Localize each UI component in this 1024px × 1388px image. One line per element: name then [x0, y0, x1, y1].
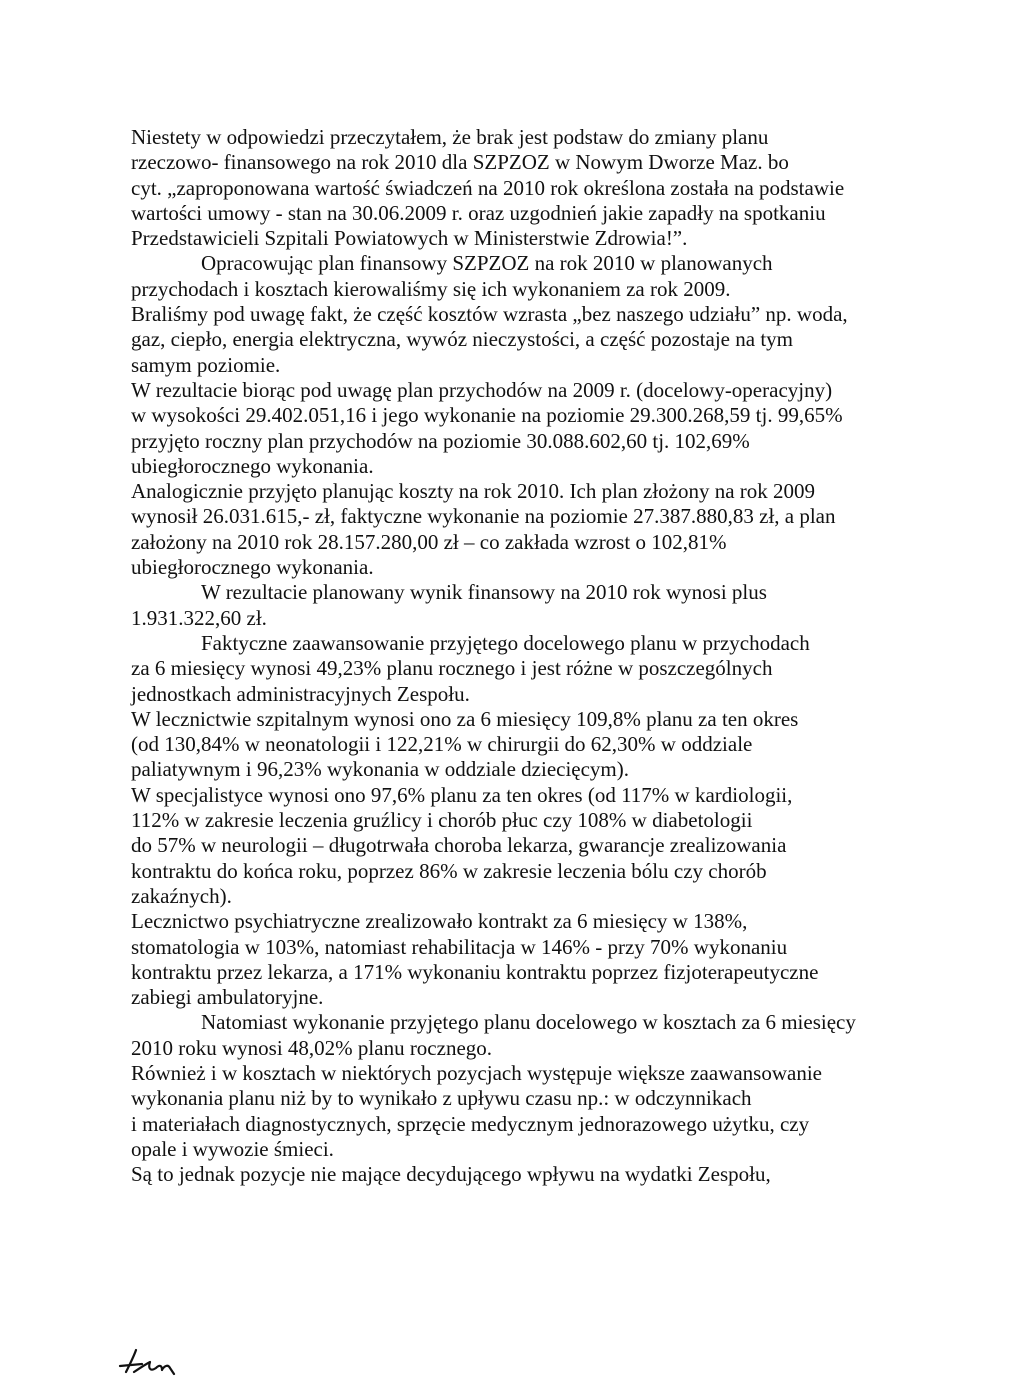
text-line: w wysokości 29.402.051,16 i jego wykonanie na poziomie 29.300.268,59 tj. 99,65%	[131, 403, 843, 428]
text-line: W rezultacie biorąc pod uwagę plan przychodów na 2009 r. (docelowy-operacyjny)	[131, 377, 833, 402]
text-line: do 57% w neurologii – długotrwała choroba lekarza, gwarancje zrealizowania	[131, 833, 787, 858]
text-line: rzeczowo- finansowego na rok 2010 dla SZPZOZ w Nowym Dworze Maz. bo	[131, 150, 789, 175]
text-line: 1.931.322,60 zł.	[131, 605, 267, 630]
text-line: wykonania planu niż by to wynikało z upływu czasu np.: w odczynnikach	[131, 1086, 752, 1111]
text-line: kontraktu przez lekarza, a 171% wykonaniu kontraktu poprzez fizjoterapeutyczne	[131, 959, 819, 984]
text-line: paliatywnym i 96,23% wykonania w oddziale dziecięcym).	[131, 757, 630, 782]
text-line: jednostkach administracyjnych Zespołu.	[131, 681, 470, 706]
text-line: zabiegi ambulatoryjne.	[131, 985, 324, 1010]
text-line: za 6 miesięcy wynosi 49,23% planu rocznego i jest różne w poszczególnych	[131, 656, 773, 681]
text-line: Są to jednak pozycje nie mające decydującego wpływu na wydatki Zespołu,	[131, 1162, 771, 1187]
text-line: przyjęto roczny plan przychodów na poziomie 30.088.602,60 tj. 102,69%	[131, 428, 750, 453]
text-line: wynosił 26.031.615,- zł, faktyczne wykonanie na poziomie 27.387.880,83 zł, a plan	[131, 504, 836, 529]
text-line: opale i wywozie śmieci.	[131, 1136, 334, 1161]
text-line: Również i w kosztach w niektórych pozycjach występuje większe zaawansowanie	[131, 1060, 823, 1085]
text-line: Lecznictwo psychiatryczne zrealizowało kontrakt za 6 miesięcy w 138%,	[131, 909, 748, 934]
text-line: W lecznictwie szpitalnym wynosi ono za 6 miesięcy 109,8% planu za ten okres	[131, 706, 799, 731]
text-line: i materiałach diagnostycznych, sprzęcie medycznym jednorazowego użytku, czy	[131, 1111, 810, 1136]
text-line: wartości umowy - stan na 30.06.2009 r. oraz uzgodnień jakie zapadły na spotkaniu	[131, 200, 826, 225]
text-line: stomatologia w 103%, natomiast rehabilitacja w 146% - przy 70% wykonaniu	[131, 934, 788, 959]
text-line: Natomiast wykonanie przyjętego planu docelowego w kosztach za 6 miesięcy	[201, 1010, 856, 1035]
text-line: Braliśmy pod uwagę fakt, że część kosztów wzrasta „bez naszego udziału” np. woda,	[131, 302, 848, 327]
text-line: zakaźnych).	[131, 883, 232, 908]
text-line: W specjalistyce wynosi ono 97,6% planu za ten okres (od 117% w kardiologii,	[131, 782, 793, 807]
text-line: Faktyczne zaawansowanie przyjętego docelowego planu w przychodach	[201, 630, 810, 655]
text-line: cyt. „zaproponowana wartość świadczeń na 2010 rok określona została na podstawie	[131, 175, 845, 200]
text-line: 2010 roku wynosi 48,02% planu rocznego.	[131, 1035, 493, 1060]
text-line: kontraktu do końca roku, poprzez 86% w zakresie leczenia bólu czy chorób	[131, 858, 767, 883]
text-line: przychodach i kosztach kierowaliśmy się ich wykonaniem za rok 2009.	[131, 276, 731, 301]
handwritten-initials-icon	[112, 1342, 192, 1382]
text-line: 112% w zakresie leczenia gruźlicy i chorób płuc czy 108% w diabetologii	[131, 808, 753, 833]
text-line: założony na 2010 rok 28.157.280,00 zł – co zakłada wzrost o 102,81%	[131, 529, 727, 554]
text-line: (od 130,84% w neonatologii i 122,21% w chirurgii do 62,30% w oddziale	[131, 732, 753, 757]
text-line: gaz, ciepło, energia elektryczna, wywóz nieczystości, a część pozostaje na tym	[131, 327, 793, 352]
text-line: ubiegłorocznego wykonania.	[131, 555, 374, 580]
text-line: Niestety w odpowiedzi przeczytałem, że brak jest podstaw do zmiany planu	[131, 125, 769, 149]
text-line: Analogicznie przyjęto planując koszty na rok 2010. Ich plan złożony na rok 2009	[131, 479, 816, 504]
document-body	[131, 125, 1001, 1187]
text-line: Opracowując plan finansowy SZPZOZ na rok 2010 w planowanych	[201, 251, 773, 276]
text-line: W rezultacie planowany wynik finansowy na 2010 rok wynosi plus	[201, 580, 767, 605]
text-line: ubiegłorocznego wykonania.	[131, 453, 374, 478]
text-line: samym poziomie.	[131, 352, 281, 377]
text-line: Przedstawicieli Szpitali Powiatowych w Ministerstwie Zdrowia!”.	[131, 226, 688, 251]
